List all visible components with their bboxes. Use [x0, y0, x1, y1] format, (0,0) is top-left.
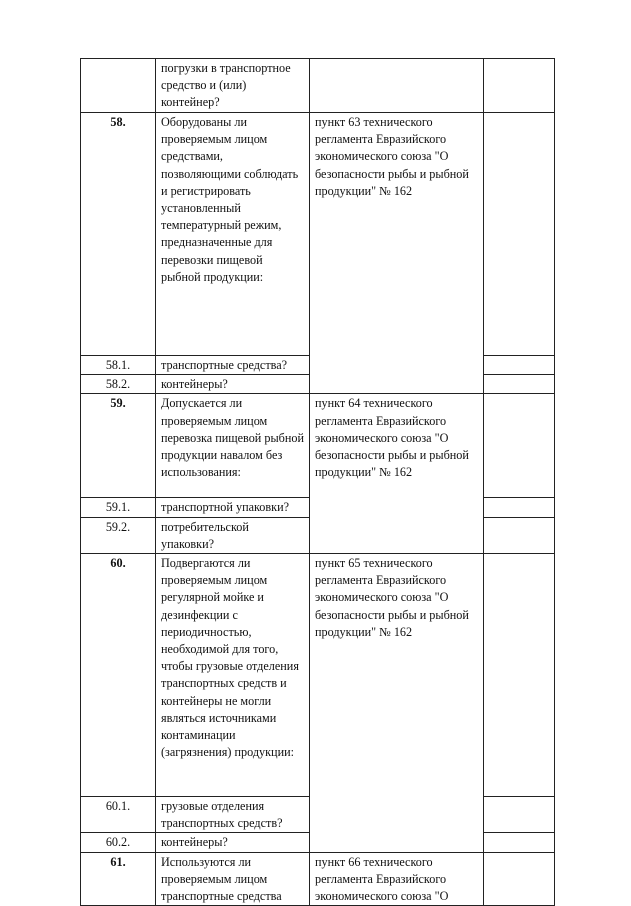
table-row — [81, 59, 555, 113]
row-number: 60. — [81, 554, 156, 797]
question-cell: Оборудованы ли проверяемым лицом средствами, позволяющими соблюдать и регистрировать установленный температурный режим, предназначенные для перевозки пищевой рыбной продукции: — [156, 113, 310, 356]
table-row — [81, 113, 555, 356]
question-cell: транспортные средства? — [156, 356, 310, 375]
checklist-table — [80, 58, 555, 906]
reference-cell: пункт 64 технического регламента Евразийского экономического союза "О безопасности рыбы и рыбной продукции" № 162 — [310, 394, 484, 554]
answer-cell — [484, 517, 555, 553]
table-row — [81, 554, 555, 797]
question-cell: контейнеры? — [156, 375, 310, 394]
question-cell: Допускается ли проверяемым лицом перевозка пищевой рыбной продукции навалом без использования: — [156, 394, 310, 498]
row-number: 58.2. — [81, 375, 156, 394]
row-number: 60.2. — [81, 833, 156, 852]
answer-cell — [484, 852, 555, 906]
question-cell: транспортной упаковки? — [156, 498, 310, 517]
answer-cell — [484, 394, 555, 498]
answer-cell — [484, 375, 555, 394]
reference-cell — [310, 59, 484, 113]
answer-cell — [484, 833, 555, 852]
row-number: 59.2. — [81, 517, 156, 553]
answer-cell — [484, 113, 555, 356]
answer-cell — [484, 59, 555, 113]
row-number: 58. — [81, 113, 156, 356]
row-number: 59. — [81, 394, 156, 498]
answer-cell — [484, 356, 555, 375]
reference-cell: пункт 63 технического регламента Евразийского экономического союза "О безопасности рыбы и рыбной продукции" № 162 — [310, 113, 484, 394]
row-number — [81, 59, 156, 113]
question-cell: погрузки в транспортное средство и (или) контейнер? — [156, 59, 310, 113]
reference-cell: пункт 66 технического регламента Евразийского экономического союза "О — [310, 852, 484, 906]
question-cell: контейнеры? — [156, 833, 310, 852]
table-row — [81, 394, 555, 498]
row-number: 59.1. — [81, 498, 156, 517]
answer-cell — [484, 797, 555, 833]
answer-cell — [484, 498, 555, 517]
question-cell: Используются ли проверяемым лицом транспортные средства — [156, 852, 310, 906]
answer-cell — [484, 554, 555, 797]
question-cell: Подвергаются ли проверяемым лицом регулярной мойке и дезинфекции с периодичностью, необходимой для того, чтобы грузовые отделения транспортных средств и контейнеры не могли являться источниками контаминации (загрязнения) продукции: — [156, 554, 310, 797]
row-number: 61. — [81, 852, 156, 906]
row-number: 60.1. — [81, 797, 156, 833]
row-number: 58.1. — [81, 356, 156, 375]
table-row — [81, 852, 555, 906]
reference-cell: пункт 65 технического регламента Евразийского экономического союза "О безопасности рыбы и рыбной продукции" № 162 — [310, 554, 484, 853]
question-cell: потребительской упаковки? — [156, 517, 310, 553]
question-cell: грузовые отделения транспортных средств? — [156, 797, 310, 833]
